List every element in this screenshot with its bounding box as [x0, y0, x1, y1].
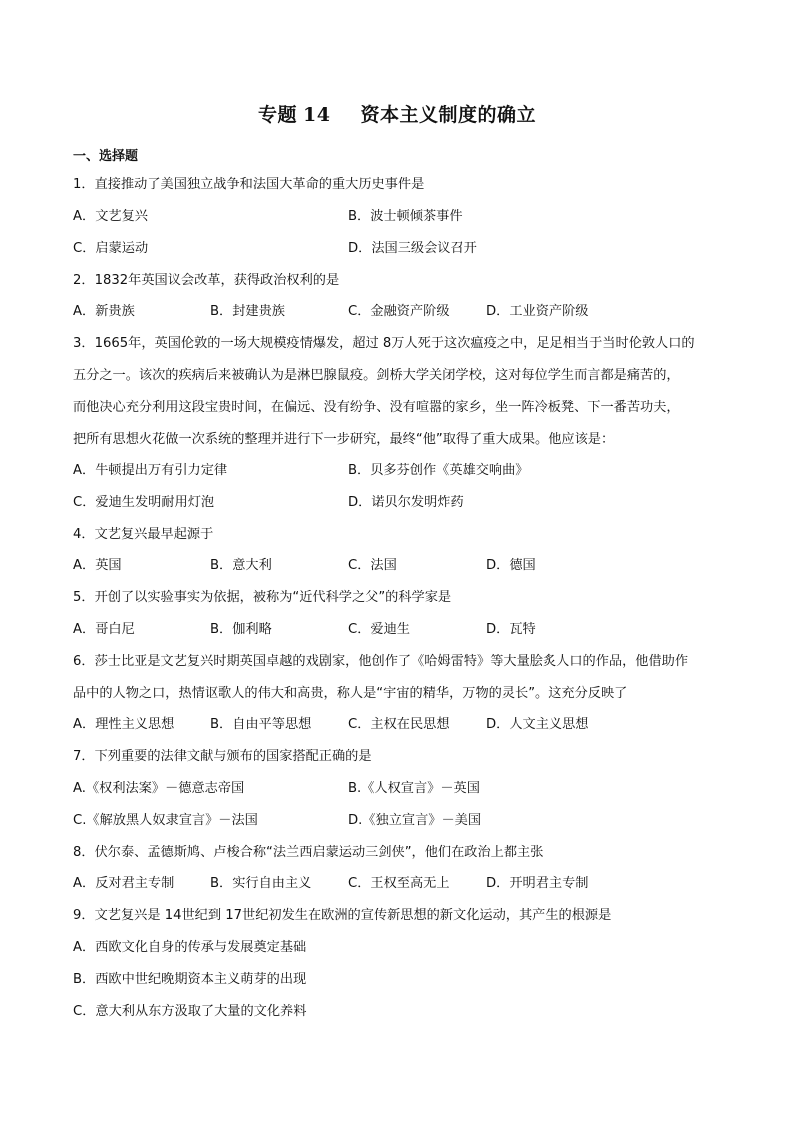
q8-option-a: A．反对君主专制	[73, 876, 175, 891]
q3-option-c: C．爱迪生发明耐用灯泡	[73, 495, 215, 510]
q2-option-a: A．新贵族	[73, 304, 135, 319]
q7-option-d: D.《独立宣言》－美国	[348, 813, 482, 828]
q7-option-b: B.《人权宣言》－英国	[348, 781, 480, 796]
q5-option-b: B．伽利略	[210, 622, 272, 637]
q7-option-c: C.《解放黑人奴隶宣言》－法国	[73, 813, 258, 828]
title-prefix: 专题	[258, 104, 298, 126]
question-3-stem-line-1: 3．1665年，英国伦敦的一场大规模疫情爆发，超过 8万人死于这次瘟疫之中，足足相当于当时伦敦人口的	[73, 336, 695, 351]
q8-option-c: C．王权至高无上	[348, 876, 450, 891]
q1-option-c: C．启蒙运动	[73, 241, 149, 256]
q7-option-a: A.《权利法案》－德意志帝国	[73, 781, 245, 796]
title-text: 资本主义制度的确立	[360, 104, 536, 126]
q6-option-a: A．理性主义思想	[73, 717, 175, 732]
q6-option-d: D．人文主义思想	[486, 717, 589, 732]
q4-option-a: A．英国	[73, 558, 122, 573]
q4-option-c: C．法国	[348, 558, 397, 573]
question-2-stem: 2．1832年英国议会改革，获得政治权利的是	[73, 273, 340, 288]
q5-option-a: A．哥白尼	[73, 622, 135, 637]
question-1-stem: 1．直接推动了美国独立战争和法国大革命的重大历史事件是	[73, 177, 425, 192]
question-9-stem: 9．文艺复兴是 14世纪到 17世纪初发生在欧洲的宣传新思想的新文化运动，其产生的根源是	[73, 908, 612, 923]
q1-option-a: A．文艺复兴	[73, 209, 148, 224]
q3-option-a: A．牛顿提出万有引力定律	[73, 463, 228, 478]
question-6-stem-line-1: 6．莎士比亚是文艺复兴时期英国卓越的戏剧家，他创作了《哈姆雷特》等大量脍炙人口的作品，他借助作	[73, 654, 689, 669]
question-6-stem-line-2: 品中的人物之口，热情讴歌人的伟大和高贵，称人是“宇宙的精华，万物的灵长”。这充分反映了	[73, 686, 628, 701]
q6-option-b: B．自由平等思想	[210, 717, 312, 732]
question-5-stem: 5．开创了以实验事实为依据，被称为“近代科学之父”的科学家是	[73, 590, 452, 605]
q4-option-b: B．意大利	[210, 558, 272, 573]
q9-option-b: B．西欧中世纪晚期资本主义萌芽的出现	[73, 972, 307, 987]
q3-option-b: B．贝多芬创作《英雄交响曲》	[348, 463, 529, 478]
title-number: 14	[303, 104, 331, 126]
q8-option-b: B．实行自由主义	[210, 876, 312, 891]
q8-option-d: D．开明君主专制	[486, 876, 589, 891]
q9-option-c: C．意大利从东方汲取了大量的文化养料	[73, 1004, 307, 1019]
q9-option-a: A．西欧文化自身的传承与发展奠定基础	[73, 940, 307, 955]
q1-option-d: D．法国三级会议召开	[348, 241, 477, 256]
question-3-stem-line-3: 而他决心充分利用这段宝贵时间，在偏远、没有纷争、没有喧嚣的家乡，坐一阵冷板凳、下一番苦功夫，	[73, 400, 680, 415]
question-7-stem: 7．下列重要的法律文献与颁布的国家搭配正确的是	[73, 749, 372, 764]
question-3-stem-line-2: 五分之一。该次的疾病后来被确认为是淋巴腺鼠疫。剑桥大学关闭学校，这对每位学生而言都是痛苦的，	[73, 368, 680, 383]
q4-option-d: D．德国	[486, 558, 536, 573]
section-heading: 一、选择题	[73, 149, 139, 164]
q1-option-b: B．波士顿倾茶事件	[348, 209, 463, 224]
q3-option-d: D．诺贝尔发明炸药	[348, 495, 464, 510]
question-3-stem-line-4: 把所有思想火花做一次系统的整理并进行下一步研究，最终“他”取得了重大成果。他应该是：	[73, 432, 615, 447]
q2-option-b: B．封建贵族	[210, 304, 285, 319]
question-4-stem: 4．文艺复兴最早起源于	[73, 527, 214, 542]
q5-option-d: D．瓦特	[486, 622, 536, 637]
question-8-stem: 8．伏尔泰、孟德斯鸠、卢梭合称“法兰西启蒙运动三剑侠”，他们在政治上都主张	[73, 845, 544, 860]
page-title	[0, 100, 794, 127]
q6-option-c: C．主权在民思想	[348, 717, 450, 732]
q2-option-d: D．工业资产阶级	[486, 304, 589, 319]
q5-option-c: C．爱迪生	[348, 622, 410, 637]
q2-option-c: C．金融资产阶级	[348, 304, 450, 319]
